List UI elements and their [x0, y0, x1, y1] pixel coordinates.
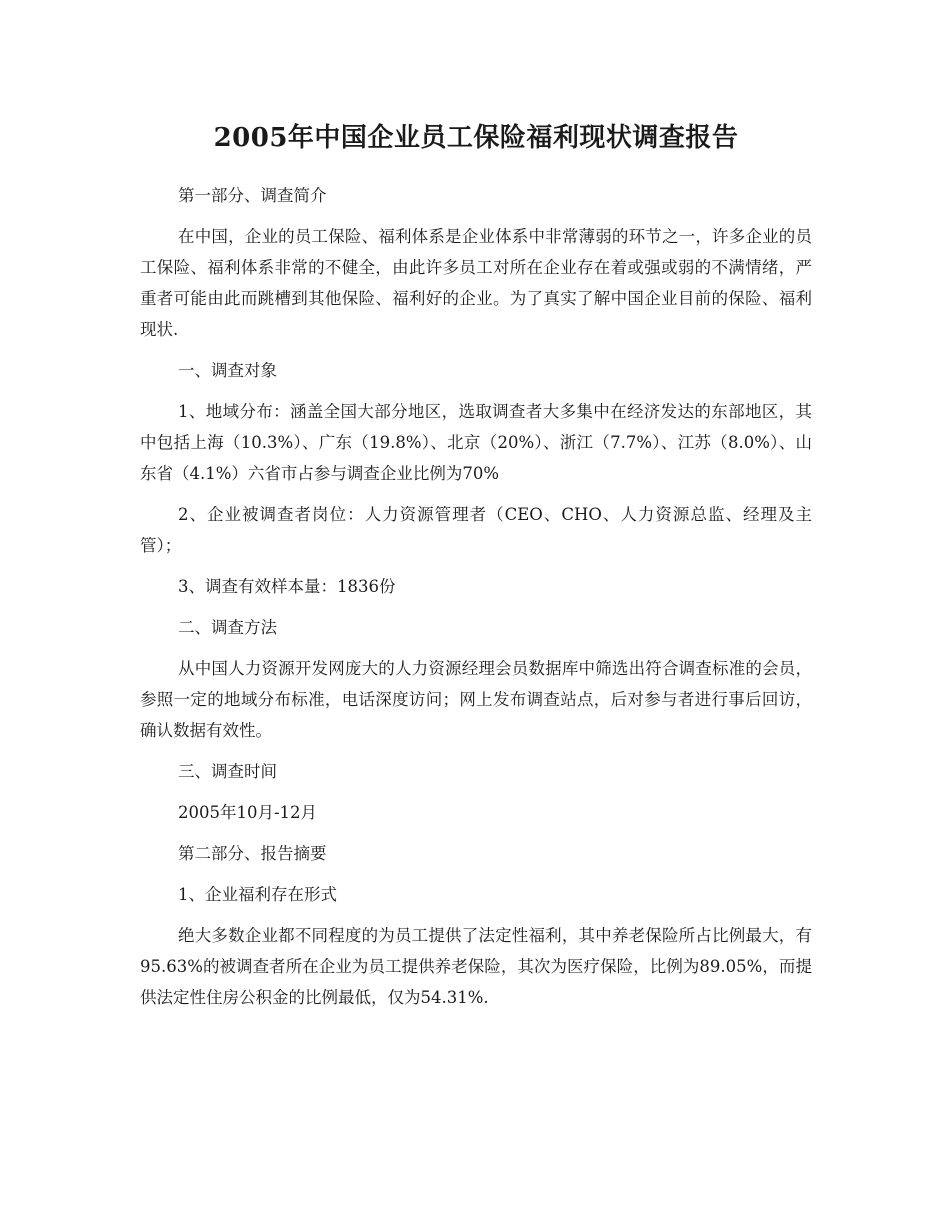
survey-time-value: 2005年10月-12月 — [178, 803, 318, 822]
item-respondent-positions: 2、企业被调查者岗位：人力资源管理者（CEO、CHO、人力资源总监、经理及主管）； — [140, 505, 812, 555]
section-heading-part2: 第二部分、报告摘要 — [178, 844, 327, 863]
method-paragraph: 从中国人力资源开发网庞大的人力资源经理会员数据库中筛选出符合调查标准的会员，参照一定的地域分布标准，电话深度访问；网上发布调查站点，后对参与者进行事后回访，确认数据有效性。 — [140, 659, 812, 740]
document-page — [140, 118, 812, 1023]
document-title: 2005年中国企业员工保险福利现状调查报告 — [213, 123, 739, 153]
heading-welfare-forms: 1、企业福利存在形式 — [178, 885, 337, 904]
welfare-paragraph: 绝大多数企业都不同程度的为员工提供了法定性福利，其中养老保险所占比例最大，有95.63%的被调查者所在企业为员工提供养老保险，其次为医疗保险，比例为89.05%，而提供法定性住房公积金的比例最低，仅为54.31%. — [140, 926, 812, 1007]
intro-paragraph: 在中国，企业的员工保险、福利体系是企业体系中非常薄弱的环节之一，许多企业的员工保险、福利体系非常的不健全，由此许多员工对所在企业存在着或强或弱的不满情绪，严重者可能由此而跳槽到其他保险、福利好的企业。为了真实了解中国企业目前的保险、福利现状. — [140, 227, 812, 339]
heading-survey-method: 二、调查方法 — [178, 618, 277, 637]
heading-survey-subjects: 一、调查对象 — [178, 361, 277, 380]
heading-survey-time: 三、调查时间 — [178, 762, 277, 781]
section-heading-part1: 第一部分、调查简介 — [178, 186, 327, 205]
item-regional-distribution: 1、地域分布：涵盖全国大部分地区，选取调查者大多集中在经济发达的东部地区，其中包括上海（10.3%）、广东（19.8%）、北京（20%）、浙江（7.7%）、江苏（8.0%）、山东省（4.1%）六省市占参与调查企业比例为70% — [140, 402, 812, 483]
item-sample-size: 3、调查有效样本量：1836份 — [178, 577, 396, 596]
